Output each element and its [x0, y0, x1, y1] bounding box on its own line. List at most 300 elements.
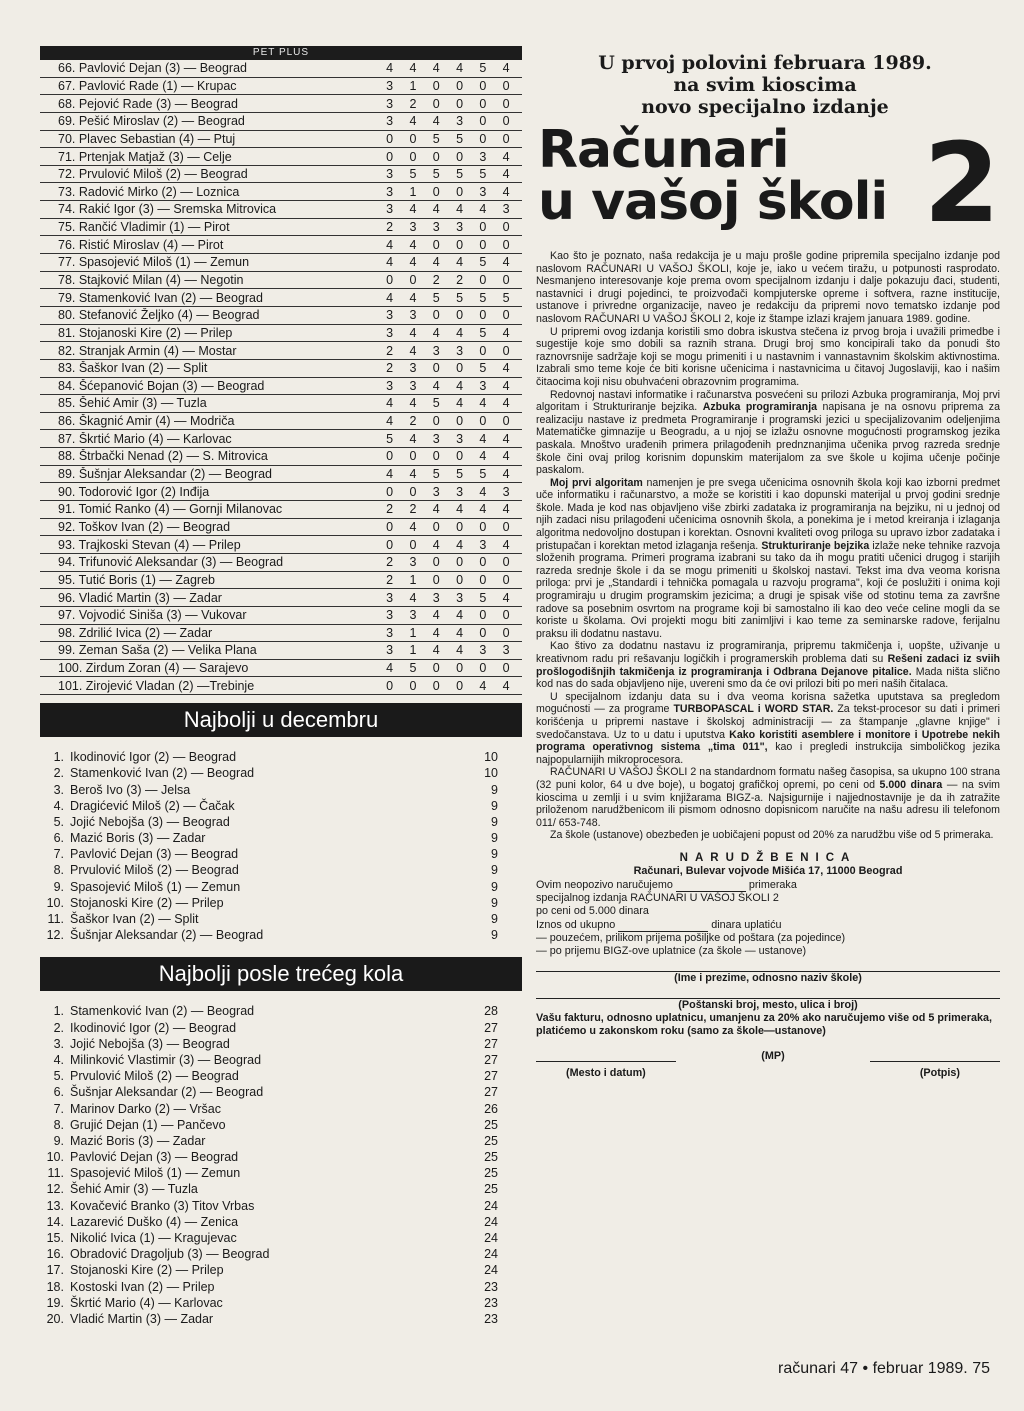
list-item — [40, 1230, 522, 1246]
rank-number: 18. — [46, 1279, 64, 1294]
ad-body — [530, 250, 1000, 842]
score-cell: 0 — [502, 608, 510, 623]
score-cell: 0 — [502, 220, 510, 235]
points: 27 — [484, 1085, 498, 1100]
table-row — [40, 378, 522, 396]
score-cell: 3 — [386, 114, 394, 129]
score-cells — [378, 361, 518, 375]
score-cell: 0 — [409, 678, 417, 693]
score-cell: 3 — [386, 308, 394, 323]
score-cell: 4 — [409, 590, 417, 605]
points: 9 — [491, 831, 498, 846]
score-cell: 0 — [479, 78, 487, 93]
third-round-title: Najbolji posle trećeg kola — [40, 957, 522, 991]
score-cell: 3 — [409, 361, 417, 376]
score-cell: 3 — [502, 643, 510, 658]
contestant-name: Lazarević Duško (4) — Zenica — [70, 1214, 239, 1229]
score-cell: 3 — [456, 114, 464, 129]
contestant-name: Ikodinović Igor (2) — Beograd — [70, 750, 237, 765]
score-cell: 0 — [432, 449, 440, 464]
ad-headline-edition: novo specijalno izdanje — [641, 96, 889, 118]
score-cell: 3 — [432, 220, 440, 235]
signature-label: (Potpis) — [919, 1066, 960, 1079]
table-row — [40, 589, 522, 607]
list-item — [40, 1198, 522, 1214]
points: 25 — [484, 1166, 498, 1181]
points: 9 — [491, 798, 498, 813]
score-cell: 0 — [386, 449, 394, 464]
rank-number: 4. — [53, 798, 64, 813]
contestant-name: 71. Prtenjak Matjaž (3) — Celje — [58, 149, 232, 164]
title-line-1: Računari — [538, 120, 789, 180]
score-cell: 4 — [409, 290, 417, 305]
score-cell: 4 — [386, 255, 394, 270]
ad-headline-date: U prvoj polovini februara 1989. — [598, 52, 932, 74]
order-form-title: NARUDŽBENICA — [679, 851, 857, 864]
rank-number: 17. — [46, 1263, 64, 1278]
rank-number: 12. — [46, 1182, 64, 1197]
rank-number: 8. — [53, 863, 64, 878]
title-line-2: u vašoj školi — [538, 172, 888, 232]
score-cell: 2 — [432, 273, 440, 287]
score-cell: 0 — [386, 519, 394, 534]
points: 27 — [484, 1069, 498, 1084]
score-cells — [378, 344, 518, 358]
score-cell: 3 — [409, 555, 417, 570]
points: 9 — [491, 863, 498, 878]
score-cell: 0 — [479, 343, 487, 358]
contestant-name: 96. Vladić Martin (3) — Zadar — [58, 590, 222, 605]
score-cell: 5 — [432, 396, 440, 411]
score-cell: 4 — [409, 325, 417, 340]
table-row — [40, 554, 522, 572]
score-cell: 4 — [479, 202, 487, 217]
score-cell: 4 — [386, 467, 394, 482]
score-cells — [378, 238, 518, 252]
score-cell: 0 — [432, 78, 440, 93]
place-date-field[interactable] — [536, 1050, 676, 1062]
contestant-name: 76. Ristić Miroslav (4) — Pirot — [58, 237, 224, 252]
score-cell: 3 — [432, 590, 440, 605]
score-cell: 4 — [409, 343, 417, 358]
list-item — [40, 781, 522, 797]
score-cell: 2 — [386, 555, 394, 570]
score-cell: 0 — [386, 484, 394, 499]
contestant-name: 67. Pavlović Rade (1) — Krupac — [58, 78, 237, 93]
contestant-name: 98. Zdrilić Ivica (2) — Zadar — [58, 625, 213, 640]
table-row — [40, 536, 522, 554]
score-cells — [378, 202, 518, 216]
score-cell: 5 — [479, 325, 487, 340]
contestant-name: 68. Pejović Rade (3) — Beograd — [58, 96, 238, 111]
table-row — [40, 448, 522, 466]
ad-headline-kiosks: na svim kioscima — [673, 74, 857, 96]
rank-number: 1. — [53, 750, 64, 765]
score-cell: 4 — [386, 61, 394, 76]
contestant-name: 66. Pavlović Dejan (3) — Beograd — [58, 61, 247, 76]
score-cell: 4 — [456, 502, 464, 517]
rank-number: 13. — [46, 1198, 64, 1213]
score-cells — [378, 132, 518, 146]
score-cell: 4 — [456, 396, 464, 411]
score-cell: 3 — [386, 378, 394, 393]
table-row — [40, 307, 522, 325]
contestant-name: Kovačević Branko (3) Titov Vrbas — [70, 1198, 255, 1213]
score-cell: 0 — [456, 519, 464, 534]
score-cell: 2 — [409, 414, 417, 429]
name-field[interactable] — [536, 958, 1000, 972]
amount-field[interactable] — [618, 918, 708, 932]
score-cell: 4 — [502, 167, 510, 182]
list-item — [40, 895, 522, 911]
score-cell: 3 — [386, 78, 394, 93]
score-cell: 4 — [409, 519, 417, 534]
contestant-name: 101. Zirojević Vladan (2) —Trebinje — [58, 678, 255, 693]
score-cell: 4 — [502, 61, 510, 76]
score-cell: 5 — [432, 131, 440, 146]
contestant-name: 70. Plavec Sebastian (4) — Ptuj — [58, 131, 236, 146]
list-item — [40, 1181, 522, 1197]
score-cell: 5 — [456, 131, 464, 146]
points: 24 — [484, 1231, 498, 1246]
table-row — [40, 236, 522, 254]
score-cells — [378, 396, 518, 410]
points: 24 — [484, 1198, 498, 1213]
table-row — [40, 219, 522, 237]
score-cell: 5 — [386, 431, 394, 446]
score-cell: 1 — [409, 184, 417, 199]
score-cell: 4 — [502, 431, 510, 446]
score-cell: 0 — [479, 114, 487, 129]
contestant-name: 94. Trifunović Aleksandar (3) — Beograd — [58, 555, 284, 570]
table-row — [40, 483, 522, 501]
contestant-name: 87. Škrtić Mario (4) — Karlovac — [58, 431, 232, 446]
points: 9 — [491, 847, 498, 862]
list-item — [40, 1246, 522, 1262]
score-cells — [378, 220, 518, 234]
points: 24 — [484, 1214, 498, 1229]
rank-number: 6. — [53, 831, 64, 846]
contestant-name: Nikolić Ivica (1) — Kragujevac — [70, 1231, 237, 1246]
contestant-name: Mazić Boris (3) — Zadar — [70, 1133, 206, 1148]
score-cell: 4 — [456, 608, 464, 623]
score-cell: 0 — [386, 678, 394, 693]
score-cell: 2 — [409, 502, 417, 517]
points: 9 — [491, 928, 498, 943]
score-cell: 4 — [456, 255, 464, 270]
contestant-name: Prvulović Miloš (2) — Beograd — [70, 863, 239, 878]
score-cell: 0 — [502, 308, 510, 323]
score-cell: 0 — [432, 519, 440, 534]
score-cell: 2 — [456, 273, 464, 287]
table-row — [40, 183, 522, 201]
contestant-name: 69. Pešić Miroslav (2) — Beograd — [58, 114, 245, 129]
score-cell: 0 — [432, 555, 440, 570]
table-row — [40, 131, 522, 149]
paragraph: RAČUNARI U VAŠOJ ŠKOLI 2 na standardnom formatu našeg časopisa, sa ukupno 100 strana (32 puni kolor, 64 u dve boje), u bogatoj grafičkoj opremi, po ceni od 5.000 dinara — na svim kioscima u zemlji i u svim knjižarama BIGZ-a. Najsigurnije i najjednostavnije je da ih zatražite priloženom narudžbenicom ili pismom odnosno dopisnicom naručite na našu adresu ili telefonom 011/ 653-748. — [536, 766, 1001, 829]
points: 25 — [484, 1133, 498, 1148]
score-cell: 4 — [479, 678, 487, 693]
list-item — [40, 862, 522, 878]
score-cell: 0 — [502, 625, 510, 640]
points: 9 — [491, 814, 498, 829]
table-row — [40, 395, 522, 413]
score-cell: 4 — [386, 396, 394, 411]
score-cell: 3 — [386, 590, 394, 605]
score-cells — [378, 255, 518, 269]
score-cells — [378, 502, 518, 516]
score-cells — [378, 291, 518, 305]
contestant-name: Stamenković Ivan (2) — Beograd — [70, 766, 255, 781]
table-row — [40, 148, 522, 166]
score-cell: 0 — [456, 149, 464, 164]
order-address: Računari, Bulevar vojvode Mišića 17, 11000 Beograd — [633, 864, 903, 877]
score-cell: 0 — [432, 361, 440, 376]
score-cell: 4 — [386, 661, 394, 676]
signature-field[interactable] — [870, 1050, 1000, 1062]
score-cell: 0 — [502, 555, 510, 570]
score-cell: 5 — [479, 61, 487, 76]
score-cell: 5 — [456, 467, 464, 482]
points: 9 — [491, 912, 498, 927]
contestant-name: Grujić Dejan (1) — Pančevo — [70, 1117, 226, 1132]
list-item — [40, 1149, 522, 1165]
contestant-name: Vladić Martin (3) — Zadar — [70, 1311, 214, 1326]
table-row — [40, 201, 522, 219]
title-number: 2 — [923, 119, 1000, 247]
score-cell: 4 — [502, 361, 510, 376]
score-cell: 5 — [456, 167, 464, 182]
right-column — [530, 46, 1000, 1080]
score-cell: 3 — [386, 643, 394, 658]
rank-number: 4. — [53, 1052, 64, 1067]
score-cell: 3 — [456, 590, 464, 605]
list-item — [40, 1052, 522, 1068]
score-cell: 2 — [386, 502, 394, 517]
option-cod: — pouzećem, prilikom prijema pošiljke od poštara (za pojedince) — [536, 931, 846, 944]
score-cells — [378, 555, 518, 569]
list-item — [40, 830, 522, 846]
score-cell: 0 — [432, 237, 440, 252]
left-column — [40, 46, 522, 1327]
score-cell: 0 — [409, 449, 417, 464]
contestant-name: 89. Šušnjar Aleksandar (2) — Beograd — [58, 467, 273, 482]
points: 9 — [491, 895, 498, 910]
score-cell: 3 — [502, 202, 510, 217]
order-form: NARUDŽBENICA Računari, Bulevar vojvode Mišića 17, 11000 Beograd Ovim neopozivo naručujemo primeraka specijalnog izdanja RAČUNARI U VAŠOJ ŠKOLI 2 po ceni od 5.000 dinara Iznos od ukupno dinara uplatiću — pouzećem, prilikom prijema pošiljke od poštara (za pojedince) — po prijemu BIGZ-ove uplatnice (za škole — ustanove) (Ime i prezime, odnosno naziv škole) (Poštanski broj, mesto, ulica i broj) Vašu fakturu, odnosno uplatnicu, umanjenu za 20% ako naručujemo više od 5 primeraka, platićemo u zakonskom roku (samo za škole—ustanove) (MP) (Mesto i datum) (Potpis) — [530, 852, 1000, 1080]
rank-number: 7. — [53, 1101, 64, 1116]
contestant-name: Stamenković Ivan (2) — Beograd — [70, 1004, 255, 1019]
score-cell: 3 — [432, 484, 440, 499]
score-cell: 0 — [502, 343, 510, 358]
score-cell: 0 — [409, 273, 417, 287]
score-cell: 4 — [456, 537, 464, 552]
points: 25 — [484, 1182, 498, 1197]
score-cell: 4 — [386, 237, 394, 252]
rank-number: 5. — [53, 814, 64, 829]
score-cells — [378, 167, 518, 181]
contestant-name: Beroš Ivo (3) — Jelsa — [70, 782, 191, 797]
score-cell: 5 — [479, 467, 487, 482]
list-item — [40, 814, 522, 830]
contestant-name: 92. Toškov Ivan (2) — Beograd — [58, 519, 231, 534]
score-cells — [378, 467, 518, 481]
contestant-name: Dragićević Miloš (2) — Čačak — [70, 798, 235, 813]
list-item — [40, 749, 522, 765]
score-cell: 5 — [479, 167, 487, 182]
score-cell: 4 — [432, 61, 440, 76]
score-cells — [378, 150, 518, 164]
contestant-name: Marinov Darko (2) — Vršac — [70, 1101, 221, 1116]
list-item — [40, 1262, 522, 1278]
option-invoice: — po prijemu BIGZ-ove uplatnice (za škole — ustanove) — [536, 944, 807, 957]
list-item — [40, 1068, 522, 1084]
score-cell: 0 — [456, 308, 464, 323]
score-cell: 0 — [432, 414, 440, 429]
table-row — [40, 60, 522, 78]
table-row — [40, 519, 522, 537]
score-cell: 3 — [432, 431, 440, 446]
table-row — [40, 625, 522, 643]
score-cell: 4 — [502, 502, 510, 517]
score-cells — [378, 520, 518, 534]
contestant-name: 99. Zeman Saša (2) — Velika Plana — [58, 643, 257, 658]
score-cell: 4 — [409, 467, 417, 482]
score-cell: 0 — [409, 149, 417, 164]
score-cell: 4 — [409, 202, 417, 217]
score-cell: 3 — [456, 343, 464, 358]
score-cell: 2 — [409, 96, 417, 111]
rank-number: 8. — [53, 1117, 64, 1132]
score-cell: 4 — [432, 537, 440, 552]
quantity-field[interactable] — [676, 878, 746, 892]
score-cells — [378, 591, 518, 605]
score-cell: 0 — [432, 184, 440, 199]
score-cell: 3 — [386, 325, 394, 340]
score-cells — [378, 679, 518, 693]
score-cell: 5 — [456, 290, 464, 305]
points: 10 — [484, 766, 498, 781]
score-cell: 4 — [502, 255, 510, 270]
score-cell: 3 — [479, 378, 487, 393]
list-item — [40, 1133, 522, 1149]
score-cell: 0 — [456, 78, 464, 93]
rank-number: 10. — [46, 1150, 64, 1165]
table-row — [40, 254, 522, 272]
table-row — [40, 572, 522, 590]
order-note: Vašu fakturu, odnosno uplatnicu, umanjenu za 20% ako naručujemo više od 5 primeraka, platićemo u zakonskom roku (samo za škole—ustanove) — [536, 1011, 992, 1037]
list-item — [40, 1214, 522, 1230]
score-cell: 4 — [502, 449, 510, 464]
score-cell: 0 — [479, 96, 487, 111]
table-row — [40, 660, 522, 678]
score-cells — [378, 414, 518, 428]
rank-number: 12. — [46, 928, 64, 943]
score-cell: 4 — [456, 325, 464, 340]
score-cell: 0 — [456, 184, 464, 199]
contestant-name: Spasojević Miloš (1) — Zemun — [70, 1166, 241, 1181]
score-cell: 4 — [409, 396, 417, 411]
points: 27 — [484, 1036, 498, 1051]
score-cell: 5 — [479, 290, 487, 305]
rank-number: 14. — [46, 1214, 64, 1229]
score-cell: 0 — [432, 308, 440, 323]
score-cell: 0 — [386, 131, 394, 146]
score-cell: 0 — [456, 661, 464, 676]
score-cell: 3 — [479, 149, 487, 164]
pet-plus-header: PET PLUS — [40, 46, 522, 60]
score-cell: 0 — [502, 131, 510, 146]
score-cells — [378, 661, 518, 675]
points: 23 — [484, 1311, 498, 1326]
score-cell: 3 — [479, 643, 487, 658]
score-cell: 0 — [502, 78, 510, 93]
score-cells — [378, 79, 518, 93]
score-cell: 0 — [479, 555, 487, 570]
points: 27 — [484, 1020, 498, 1035]
table-row — [40, 642, 522, 660]
points: 10 — [484, 750, 498, 765]
points: 25 — [484, 1150, 498, 1165]
stamp-label: (MP) — [761, 1049, 785, 1062]
score-cell: 4 — [432, 625, 440, 640]
rank-number: 11. — [47, 912, 64, 927]
score-cell: 1 — [409, 643, 417, 658]
list-item — [40, 1117, 522, 1133]
ad-big-title — [530, 119, 1000, 247]
paragraph: Moj prvi algoritam namenjen je pre svega učenicima osnovnih škola koji kao izborni predmet uče informatiku i računarstvo, a može se koristiti i kao dopunski materijal u prvoj godini srednje škole. Mada je kod nas objavljeno više zbirki zadataka iz programiranja na bejziku, ni u jednoj od njih zadaci nisu prilagođeni učenicima osnovnih škola, a ponekima je i metod kreiranja i izlaganja algoritma nedovoljno dostupan i korektan. Osnovni kvaliteti ovog priloga su upravo izbor zadataka i pristupačan i korektan metod izlaganja rešenja. Strukturiranje bejzika izlaže neke tehnike razvoja složenih programa. Primeri programa izabrani su tako da ih mogu pratiti učenici drugog i starijih razreda srednje škole i da se mogu primeniti u školskoj nastavi. Tekst ima dva veoma korisna priloga: prvi je „Standardi i tehnička pomagala u razvoju programa", koji će poslužiti i onima koji programiraju u drugim programskim jezicima; a drugi je spisak više od stotinu tema za završne radove sa posebnim osvrtom na programe koji bi samostalno ili kao deo veće celine mogli da se koriste u školama. Ovi projekti mogu biti zanimljivi i kao teme za seminarske radove, ferijalnu praksu ili dodatnu nastavu. — [536, 476, 1000, 640]
score-cell: 5 — [432, 290, 440, 305]
score-cell: 4 — [386, 290, 394, 305]
score-cell: 4 — [456, 61, 464, 76]
rank-number: 20. — [46, 1311, 64, 1326]
contestant-name: Ikodinović Igor (2) — Beograd — [70, 1020, 237, 1035]
score-cell: 5 — [432, 167, 440, 182]
contestant-name: 73. Radović Mirko (2) — Loznica — [58, 184, 240, 199]
score-cell: 0 — [456, 449, 464, 464]
contestant-name: 81. Stojanoski Kire (2) — Prilep — [58, 325, 233, 340]
rank-number: 2. — [53, 766, 64, 781]
list-item — [40, 1003, 522, 1019]
score-cell: 3 — [386, 96, 394, 111]
contestant-name: Mazić Boris (3) — Zadar — [70, 831, 206, 846]
table-row — [40, 78, 522, 96]
score-cells — [378, 485, 518, 499]
score-cell: 4 — [432, 202, 440, 217]
score-cell: 1 — [409, 572, 417, 587]
address-field[interactable] — [536, 985, 1000, 999]
list-item — [40, 927, 522, 943]
score-cell: 0 — [479, 131, 487, 146]
score-cell: 3 — [386, 202, 394, 217]
score-cell: 3 — [456, 220, 464, 235]
score-cell: 4 — [409, 61, 417, 76]
contestant-name: Stojanoski Kire (2) — Prilep — [70, 895, 224, 910]
contestant-name: 77. Spasojević Miloš (1) — Zemun — [58, 255, 250, 270]
score-cell: 0 — [502, 96, 510, 111]
score-cell: 0 — [479, 519, 487, 534]
score-cell: 4 — [432, 608, 440, 623]
rank-number: 6. — [53, 1085, 64, 1100]
contestant-name: 84. Šćepanović Bojan (3) — Beograd — [58, 378, 265, 393]
score-cell: 0 — [409, 131, 417, 146]
score-cell: 2 — [386, 361, 394, 376]
score-cells — [378, 326, 518, 340]
list-item — [40, 1279, 522, 1295]
rank-number: 16. — [46, 1247, 64, 1262]
table-row — [40, 166, 522, 184]
table-row — [40, 272, 522, 290]
